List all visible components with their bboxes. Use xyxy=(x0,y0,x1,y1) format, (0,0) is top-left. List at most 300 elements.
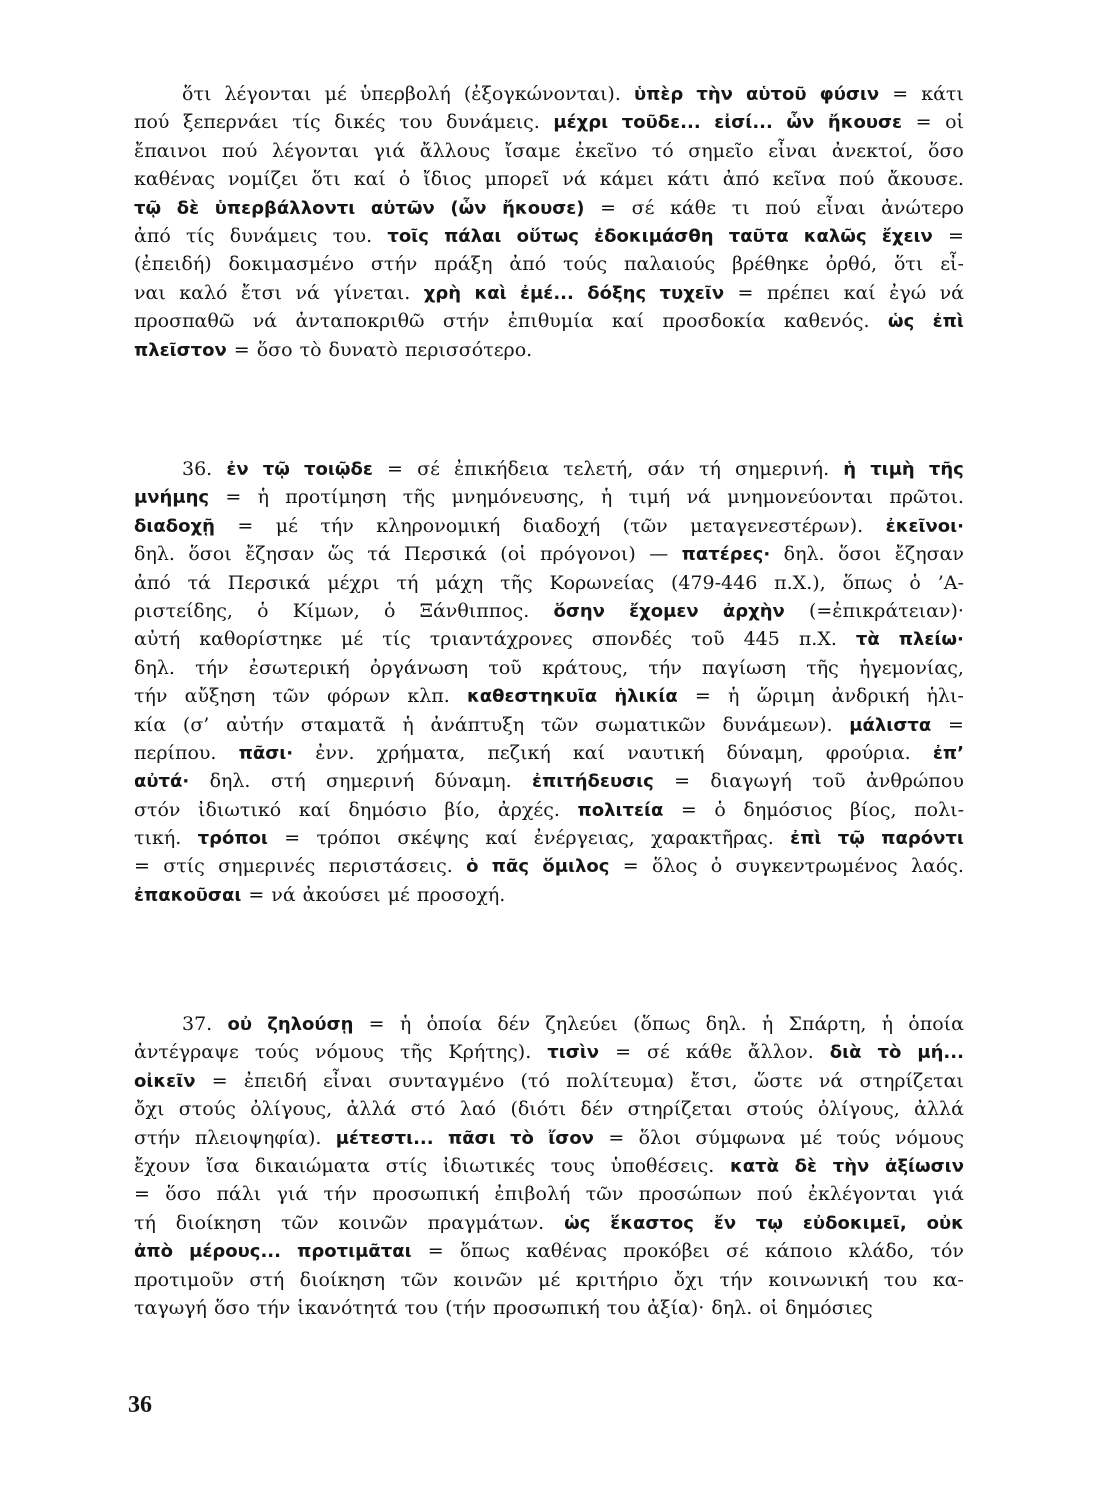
gloss-word: ὄχι xyxy=(134,1098,165,1121)
gloss-word: ἐπιθυμία xyxy=(507,310,594,333)
gloss-word: δηλ. xyxy=(711,1296,753,1319)
gloss-word: σκέψης xyxy=(397,827,469,850)
lemma-word: ἐπὶ xyxy=(790,828,822,850)
text-line xyxy=(134,279,964,307)
gloss-word: κάθε xyxy=(685,1041,732,1064)
lemma-word: προτιμᾶται xyxy=(297,1241,412,1263)
gloss-word: στίς xyxy=(385,1154,428,1177)
gloss-word: τελετή, xyxy=(563,458,634,480)
gloss-word: = xyxy=(284,827,301,850)
gloss-word: ἐνν. xyxy=(315,741,355,764)
gloss-word: ἀνδρική xyxy=(831,685,910,708)
gloss-word: βίος, xyxy=(850,798,897,821)
gloss-word: Κρήτης). xyxy=(448,1041,532,1064)
gloss-word: ὁ xyxy=(909,571,921,594)
gloss-word: ἔτσι xyxy=(240,281,283,304)
gloss-word: κοινῶν xyxy=(338,1211,408,1234)
gloss-word: Σπάρτη, xyxy=(788,1013,867,1035)
gloss-word: ὀργάνωση xyxy=(369,656,469,679)
gloss-word: πρῶτοι. xyxy=(889,486,964,509)
gloss-word: τῶν xyxy=(540,713,579,736)
gloss-word: τήν xyxy=(134,685,168,708)
gloss-word: τὸ xyxy=(299,338,322,361)
gloss-word: εἶναι xyxy=(768,139,818,162)
gloss-word: προκόβει xyxy=(623,1240,710,1263)
text-line xyxy=(134,483,964,511)
gloss-word: κάτι xyxy=(921,83,964,105)
gloss-word: σάν xyxy=(647,458,685,480)
lemma-word: εἰσί... xyxy=(714,112,773,134)
gloss-word: σταματᾶ xyxy=(300,713,386,736)
text-line xyxy=(134,336,964,364)
gloss-word: τίς xyxy=(382,628,411,651)
gloss-word: = xyxy=(892,83,909,105)
text-line xyxy=(134,824,964,852)
gloss-word: τήν xyxy=(320,514,354,537)
lemma-word: τὴν xyxy=(696,84,733,105)
gloss-word: Περσικά xyxy=(227,571,311,594)
gloss-word: ἀξία)· xyxy=(647,1296,705,1319)
gloss-word: τίς xyxy=(292,111,321,134)
gloss-word: π.Χ. xyxy=(798,628,837,651)
gloss-word: προσωπική xyxy=(493,1296,600,1319)
gloss-word: δηλ. xyxy=(783,543,825,566)
gloss-word: ὅσο xyxy=(213,1296,250,1319)
gloss-word: ἱκανότητά xyxy=(297,1296,398,1319)
lemma-word: δόξης xyxy=(587,282,647,304)
gloss-word: ὁ xyxy=(383,599,396,622)
lemma-word: ἐπιτήδευσις xyxy=(531,771,654,793)
gloss-word: ὅλος xyxy=(651,855,698,878)
gloss-word: (ὅπως xyxy=(633,1013,691,1035)
text-line xyxy=(134,194,964,222)
gloss-word: ἔχουν xyxy=(134,1154,191,1177)
gloss-word: ἐνέργειας, xyxy=(533,827,635,850)
gloss-word: προτίμηση xyxy=(285,486,387,509)
lemma-word: (ὧν xyxy=(450,197,487,219)
lemma-word: αὐτῶν xyxy=(370,197,435,219)
gloss-word: στήν xyxy=(442,310,490,333)
lemma-word: δὲ xyxy=(176,197,200,219)
gloss-word: σέ xyxy=(646,1041,670,1064)
lemma-word: ἐπακοῦσαι xyxy=(134,884,242,906)
gloss-word: μέ xyxy=(275,514,298,537)
text-line xyxy=(134,569,964,597)
gloss-word: πολίτευμα) xyxy=(566,1069,675,1092)
gloss-word: δυνατὸ xyxy=(328,338,398,361)
text-line xyxy=(134,796,964,824)
text-line xyxy=(134,682,964,710)
gloss-word: ὀλίγους, xyxy=(817,1098,900,1121)
gloss-word: βίο, xyxy=(444,798,481,821)
gloss-word: σύμφωνα xyxy=(695,1126,786,1149)
gloss-word: διοίκηση xyxy=(175,1211,262,1234)
gloss-word: = xyxy=(387,458,403,480)
lemma-word: ἡ xyxy=(843,459,857,480)
lemma-word: μή... xyxy=(917,1042,964,1064)
gloss-word: Ξάνθιππος. xyxy=(419,599,530,622)
gloss-word: δημόσιο xyxy=(348,798,427,821)
gloss-word: ἔζησαν xyxy=(894,543,964,566)
gloss-word: = xyxy=(622,855,639,878)
gloss-word: λαό xyxy=(459,1098,497,1121)
lemma-word: τῳ xyxy=(755,1212,784,1234)
gloss-word: ὁ xyxy=(714,798,726,821)
gloss-word: καθενός. xyxy=(783,310,870,333)
gloss-word: = xyxy=(947,713,964,736)
lemma-word: ζηλούσῃ xyxy=(267,1014,354,1035)
lemma-word: ὅμιλος xyxy=(542,856,610,878)
gloss-word: (τῶν xyxy=(622,514,668,537)
lemma-word: ἤκουσε xyxy=(827,112,903,134)
gloss-word: (τό xyxy=(520,1069,550,1092)
gloss-word: ἡλι- xyxy=(926,685,964,708)
gloss-word: ἰδιωτικό xyxy=(198,798,282,821)
gloss-word: Κορωνείας xyxy=(549,571,655,594)
gloss-word: ὅσοι xyxy=(188,543,232,566)
gloss-word: παγίωση xyxy=(702,656,787,679)
gloss-word: ὅτι xyxy=(182,83,212,105)
gloss-word: = xyxy=(674,770,691,793)
gloss-word: ὅσο xyxy=(165,1183,202,1206)
gloss-word: ἀντέγραψε xyxy=(134,1041,239,1064)
gloss-word: μνημόνευσης, xyxy=(451,486,585,509)
gloss-word: μνημονεύονται xyxy=(727,486,874,509)
gloss-word: καί xyxy=(843,281,876,304)
lemma-word: τὴν xyxy=(832,1155,870,1177)
gloss-word: καί xyxy=(611,310,645,333)
gloss-word: γιά xyxy=(276,1183,309,1206)
lemma-word: πᾶς xyxy=(491,856,530,878)
gloss-word: λέγονται xyxy=(271,139,360,162)
text-line xyxy=(134,881,964,909)
gloss-word: γιά xyxy=(932,1183,964,1206)
gloss-word: χρήματα, xyxy=(376,741,466,764)
gloss-word: τοῦ xyxy=(488,656,522,679)
lemma-word: τιμὴ xyxy=(870,459,915,480)
gloss-word: μέ xyxy=(324,83,347,105)
lemma-word: ἐδοκιμάσθη xyxy=(594,225,714,247)
gloss-word: δυνάμεων). xyxy=(722,713,833,736)
gloss-word: τους xyxy=(550,1154,595,1177)
lemma-word: πᾶσι xyxy=(448,1127,496,1149)
gloss-word: πολι- xyxy=(914,798,964,821)
commentary-paragraph-36 xyxy=(134,455,964,909)
gloss-word: σωματικῶν xyxy=(595,713,706,736)
gloss-word: πού xyxy=(757,1183,793,1206)
gloss-word: ζηλεύει xyxy=(545,1013,618,1035)
gloss-word: στούς xyxy=(178,1098,236,1121)
gloss-word: τῆς xyxy=(806,656,839,679)
gloss-word: (=ἐπικράτειαν)· xyxy=(808,599,964,622)
gloss-word: — xyxy=(649,543,669,566)
gloss-word: φόρων xyxy=(327,685,391,708)
gloss-word: τῶν xyxy=(280,1211,319,1234)
gloss-word: συνταγμένο xyxy=(388,1069,505,1092)
gloss-word: καθορίστηκε xyxy=(199,628,323,651)
lemma-word: οὐ xyxy=(227,1014,252,1035)
lemma-word: ὑπὲρ xyxy=(633,84,684,105)
gloss-word: σέ xyxy=(725,1240,749,1263)
gloss-word: πράξη xyxy=(434,253,493,276)
gloss-word: κεῖνα xyxy=(772,168,826,191)
gloss-word: διαγωγή xyxy=(710,770,792,793)
gloss-word: κλάδο, xyxy=(848,1240,915,1263)
gloss-word: ἀνθρώπου xyxy=(865,770,964,793)
gloss-word: νά xyxy=(818,1069,844,1092)
gloss-word: καί xyxy=(353,168,386,191)
gloss-word: τι xyxy=(731,196,750,219)
gloss-word: ἡγεμονίας, xyxy=(859,656,964,679)
gloss-word: χαρακτῆρας. xyxy=(651,827,774,850)
gloss-word: = xyxy=(225,486,242,509)
gloss-word: = xyxy=(600,196,617,219)
commentary-paragraph-37 xyxy=(134,1010,964,1322)
gloss-word: ξεπερνάει xyxy=(183,111,279,134)
gloss-word: ὥς xyxy=(327,543,354,566)
lemma-word: τῷ xyxy=(262,459,290,480)
gloss-word: ὁποία xyxy=(426,1013,483,1035)
gloss-word: τριαντάχρονες xyxy=(429,628,573,651)
gloss-word: = xyxy=(608,1126,625,1149)
gloss-word: προσώπων xyxy=(638,1183,742,1206)
gloss-word: μέ xyxy=(538,1268,561,1291)
gloss-word: στίς xyxy=(163,855,205,878)
gloss-word: ὁ xyxy=(710,855,723,878)
gloss-word: καί xyxy=(485,827,518,850)
gloss-word: ὅσο xyxy=(928,139,964,162)
text-line xyxy=(134,1294,964,1322)
gloss-word: σέ xyxy=(631,196,655,219)
text-line xyxy=(134,1124,964,1152)
gloss-word: π.Χ.), xyxy=(774,571,826,594)
gloss-word: δυνάμεις xyxy=(229,224,318,247)
gloss-word: λαός. xyxy=(910,855,964,878)
gloss-word: ὅσοι xyxy=(837,543,882,566)
gloss-word: ἐκεῖνο xyxy=(574,139,638,162)
gloss-word: σέ xyxy=(417,458,440,480)
gloss-word: ἀνεκτοί, xyxy=(831,139,914,162)
gloss-word: τά xyxy=(187,571,211,594)
gloss-word: ἔτσι, xyxy=(690,1069,738,1092)
lemma-word: ταῦτα xyxy=(728,225,789,247)
gloss-word: κα- xyxy=(932,1268,964,1291)
gloss-word: σπονδές xyxy=(591,628,673,651)
gloss-word: αὐτήν xyxy=(226,713,284,736)
gloss-word: δύναμη. xyxy=(434,770,512,793)
lemma-word: ὡς xyxy=(564,1212,591,1234)
gloss-word: ὅσο xyxy=(256,338,293,361)
gloss-word: περιστάσεις. xyxy=(328,855,453,878)
lemma-word: τρόποι xyxy=(197,828,268,850)
gloss-word: ἡ xyxy=(600,486,613,509)
gloss-word: ἐσωτερική xyxy=(248,656,350,679)
gloss-word: ὅτι xyxy=(893,253,924,276)
text-line xyxy=(134,137,964,165)
gloss-word: = xyxy=(915,111,932,134)
gloss-word: τήν xyxy=(256,1296,291,1319)
lemma-word: καλῶς xyxy=(803,225,867,247)
gloss-word: πλειοψηφία). xyxy=(194,1126,322,1149)
gloss-word: ἀνταποκριθῶ xyxy=(295,310,425,333)
lemma-word: εὐδοκιμεῖ, xyxy=(802,1212,907,1234)
gloss-word: κάποιο xyxy=(764,1240,833,1263)
gloss-word: ἡ xyxy=(761,1013,774,1035)
gloss-word: 37. xyxy=(182,1013,213,1035)
gloss-word: πού xyxy=(838,168,875,191)
lemma-word: ἕκαστος xyxy=(610,1212,694,1234)
gloss-word: ὄχι xyxy=(673,1268,705,1291)
gloss-word: ἡ xyxy=(257,486,269,509)
lemma-word: τοῖς xyxy=(387,225,429,247)
gloss-word: ἐπικήδεια xyxy=(454,458,550,480)
gloss-word: τή xyxy=(134,1211,156,1234)
gloss-word: σημερινή. xyxy=(734,458,830,480)
gloss-word: γίνεται. xyxy=(333,281,411,304)
lemma-word: αὐτά· xyxy=(134,771,190,793)
gloss-word: δηλ. xyxy=(705,1013,747,1035)
gloss-word: δηλ. xyxy=(209,770,251,793)
lemma-word: τῷ xyxy=(134,197,162,219)
text-line xyxy=(134,165,964,193)
gloss-word: = xyxy=(211,1069,228,1092)
gloss-word: περισσότερο. xyxy=(404,338,533,361)
gloss-word: μέχρι xyxy=(327,571,380,594)
gloss-word: τιμή xyxy=(628,486,671,509)
gloss-word: συγκεντρωμένος xyxy=(735,855,898,878)
gloss-word: του xyxy=(606,1296,641,1319)
gloss-word: ὀλίγους, xyxy=(250,1098,333,1121)
gloss-word: νά xyxy=(252,310,278,333)
gloss-word: τή xyxy=(698,458,721,480)
gloss-word: ἴσα xyxy=(205,1154,240,1177)
lemma-word: καθεστηκυῖα xyxy=(466,686,598,708)
gloss-word: ’Α- xyxy=(937,571,964,594)
gloss-word: στό xyxy=(410,1098,446,1121)
gloss-word: τή xyxy=(396,571,419,594)
lemma-word: ἤκουσε) xyxy=(502,197,585,219)
gloss-word: ἡ xyxy=(881,1013,894,1035)
gloss-word: τήν xyxy=(195,656,229,679)
gloss-word: ἔζησαν xyxy=(245,543,315,566)
lemma-word: τὸ xyxy=(877,1042,902,1064)
lemma-word: φύσιν xyxy=(819,84,880,105)
gloss-word: νομίζει xyxy=(227,168,299,191)
lemma-word: ἐπ’ xyxy=(932,742,964,764)
gloss-word: 445 xyxy=(743,628,780,651)
gloss-word: ὅπως xyxy=(459,1240,510,1263)
gloss-word: του. xyxy=(332,224,373,247)
gloss-word: πραγμάτων. xyxy=(427,1211,545,1234)
lemma-word: πατέρες· xyxy=(681,544,771,566)
gloss-word: τούς xyxy=(563,253,608,276)
gloss-word: τήν xyxy=(719,1268,753,1291)
lemma-word: τῷ xyxy=(837,828,865,850)
gloss-word: δύναμη, xyxy=(726,741,804,764)
lemma-word: τισὶν xyxy=(547,1042,600,1064)
text-line xyxy=(134,739,964,767)
gloss-word: κία xyxy=(134,713,167,736)
gloss-word: ἀρχές. xyxy=(497,798,560,821)
lemma-word: χρὴ xyxy=(423,282,462,304)
gloss-word: νόμους xyxy=(895,1126,964,1149)
lemma-word: πλείω· xyxy=(898,629,964,651)
gloss-word: του xyxy=(404,1296,439,1319)
gloss-word: δημόσιες xyxy=(785,1296,873,1319)
text-line xyxy=(134,80,964,108)
gloss-word: καθένας xyxy=(134,168,216,191)
gloss-word: μπορεῖ xyxy=(484,168,550,191)
gloss-word: ὑπερβολή xyxy=(359,83,451,105)
gloss-word: (479-446 xyxy=(670,571,758,594)
lemma-word: πᾶσι· xyxy=(238,742,294,764)
gloss-word: πού xyxy=(765,196,801,219)
text-line xyxy=(134,1067,964,1095)
lemma-word: ἀπὸ xyxy=(134,1241,173,1263)
gloss-word: στούς xyxy=(746,1098,804,1121)
gloss-word: τρόποι xyxy=(316,827,382,850)
gloss-word: ναι xyxy=(134,281,166,304)
gloss-word: = xyxy=(680,798,697,821)
gloss-word: αὐτή xyxy=(134,628,181,651)
gloss-word: ἔπαινοι xyxy=(134,139,208,162)
gloss-word: Περσικά xyxy=(404,543,487,566)
gloss-word: προσδοκία xyxy=(662,310,766,333)
gloss-word: τῆς xyxy=(500,571,533,594)
gloss-word: προσπαθῶ xyxy=(134,310,235,333)
gloss-word: (ἐπειδή) xyxy=(134,253,212,276)
gloss-word: καί xyxy=(572,741,606,764)
lemma-word: μάλιστα xyxy=(849,714,932,736)
gloss-word: τό xyxy=(651,139,674,162)
gloss-word: φρούρια. xyxy=(825,741,911,764)
gloss-word: μέ xyxy=(387,883,410,906)
gloss-word: τήν xyxy=(323,1183,357,1206)
gloss-word: οἱ xyxy=(759,1296,779,1319)
gloss-word: κράτους, xyxy=(542,656,629,679)
gloss-word: εἶναι xyxy=(322,1069,373,1092)
gloss-word: ταγωγή xyxy=(134,1296,207,1319)
gloss-word: προσωπική xyxy=(372,1183,480,1206)
text-line xyxy=(134,1095,964,1123)
gloss-word: δηλ. xyxy=(134,543,175,566)
gloss-word: τῆς xyxy=(399,1041,433,1064)
lemma-word: ὧν xyxy=(786,112,815,134)
gloss-word: ὁ xyxy=(398,168,411,191)
gloss-word: τοῦ xyxy=(691,628,725,651)
gloss-word: ὥριμη xyxy=(756,685,815,708)
gloss-word: οἱ xyxy=(945,111,964,134)
gloss-word: κάτι xyxy=(667,168,710,191)
text-line xyxy=(134,1180,964,1208)
gloss-word: ἀπό xyxy=(722,168,760,191)
text-line xyxy=(134,540,964,568)
lemma-word: ἴσον xyxy=(548,1127,594,1149)
gloss-word: ἀλλά xyxy=(914,1098,964,1121)
gloss-word: παλαιούς xyxy=(624,253,716,276)
gloss-word: τῶν xyxy=(585,1183,624,1206)
gloss-word: ὁ xyxy=(257,599,269,622)
gloss-word: = xyxy=(368,1013,385,1035)
gloss-word: κριτήριο xyxy=(575,1268,659,1291)
gloss-word: νά xyxy=(686,486,711,509)
gloss-word: τόν xyxy=(930,1240,964,1263)
lemma-word: τυχεῖν xyxy=(659,282,725,304)
gloss-word: τῶν xyxy=(272,685,310,708)
gloss-word: στή xyxy=(270,770,306,793)
gloss-word: ὅλοι xyxy=(638,1126,682,1149)
gloss-word: = xyxy=(233,338,250,361)
